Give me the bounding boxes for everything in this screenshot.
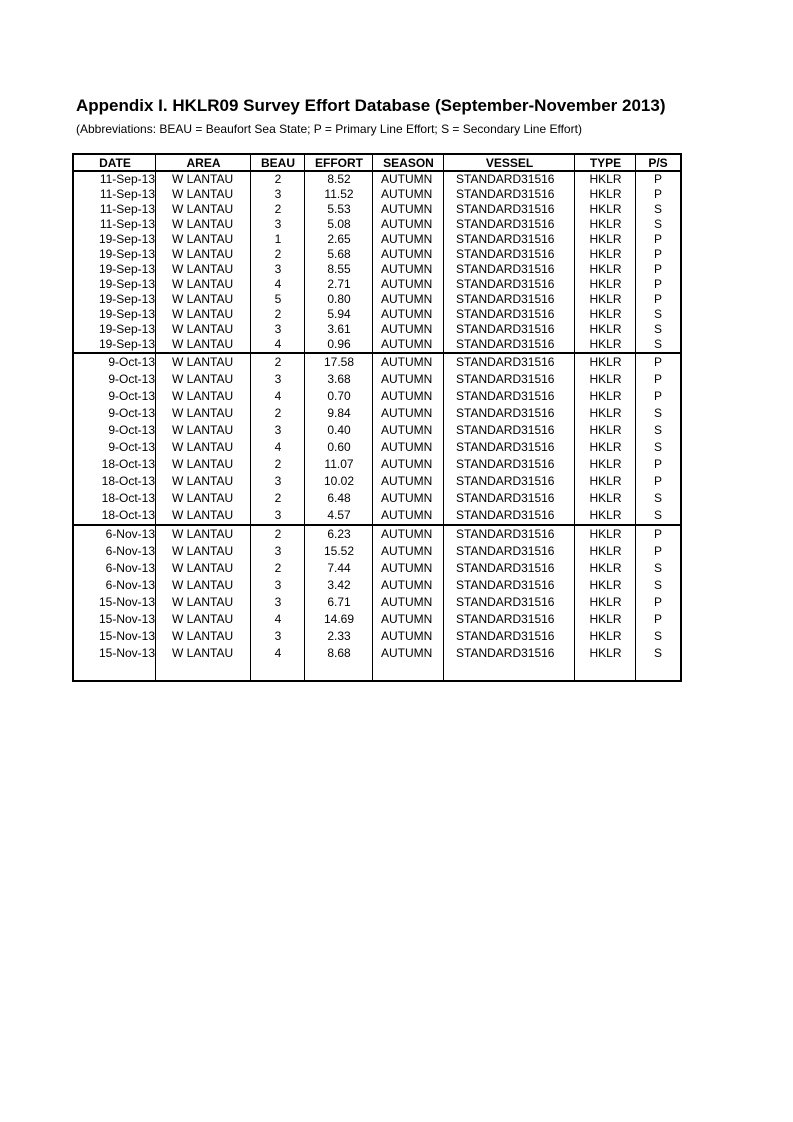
cell-ps: P (653, 187, 662, 201)
cell-area: W LANTAU (172, 372, 234, 386)
cell-beau: 3 (274, 187, 282, 201)
cell-area: W LANTAU (172, 187, 234, 201)
cell-vessel: STANDARD31516 (444, 525, 575, 543)
cell-season: AUTUMN (381, 202, 433, 216)
cell-type: HKLR (589, 262, 622, 276)
cell-vessel: STANDARD31516 (456, 372, 555, 386)
cell-beau: 4 (274, 389, 282, 403)
cell-season: AUTUMN (381, 232, 433, 246)
cell-vessel: STANDARD31516 (456, 612, 555, 626)
cell-type: HKLR (589, 277, 622, 291)
cell-season: AUTUMN (373, 353, 444, 371)
cell-effort: 8.55 (327, 262, 351, 276)
cell-vessel: STANDARD31516 (456, 322, 555, 336)
cell-area: W LANTAU (172, 322, 234, 336)
cell-effort: 11.52 (324, 187, 354, 201)
cell-season: AUTUMN (381, 612, 433, 626)
cell-effort: 7.44 (327, 561, 351, 575)
cell-effort: 0.70 (327, 389, 351, 403)
cell-ps: S (653, 561, 662, 575)
cell-date: 15-Nov-13 (98, 629, 155, 643)
header-ps: P/S (636, 155, 680, 171)
cell-effort: 14.69 (323, 612, 355, 626)
cell-date: 18-Oct-13 (101, 491, 155, 505)
cell-ps: P (653, 247, 662, 261)
cell-effort: 8.52 (327, 172, 351, 186)
cell-date: 11-Sep-13 (99, 172, 155, 186)
cell-beau: 2 (274, 406, 282, 420)
cell-effort: 0.60 (327, 440, 351, 454)
table-row (74, 543, 680, 560)
cell-type: HKLR (575, 525, 636, 543)
cell-ps: S (653, 337, 662, 351)
cell-effort: 5.53 (327, 202, 351, 216)
cell-effort: 0.40 (327, 423, 351, 437)
cell-effort: 3.68 (327, 372, 351, 386)
cell-ps: P (653, 372, 662, 386)
cell-season: AUTUMN (381, 406, 433, 420)
column-divider (443, 155, 444, 680)
cell-type: HKLR (589, 612, 622, 626)
cell-area: W LANTAU (172, 646, 234, 660)
cell-ps: S (653, 646, 662, 660)
cell-type: HKLR (589, 423, 622, 437)
column-divider (574, 155, 575, 680)
cell-type: HKLR (589, 544, 622, 558)
header-type: TYPE (575, 155, 636, 171)
cell-ps: P (636, 525, 680, 543)
cell-season: AUTUMN (381, 337, 433, 351)
header-beau: BEAU (251, 155, 305, 171)
cell-season: AUTUMN (381, 561, 433, 575)
cell-area: W LANTAU (172, 202, 234, 216)
cell-beau: 2 (274, 202, 282, 216)
column-divider (635, 155, 636, 680)
header-area: AREA (156, 155, 251, 171)
cell-ps: P (653, 262, 662, 276)
cell-date: 11-Sep-13 (99, 187, 155, 201)
cell-vessel: STANDARD31516 (444, 353, 575, 371)
cell-vessel: STANDARD31516 (456, 595, 555, 609)
cell-ps: P (653, 389, 662, 403)
cell-beau: 2 (274, 457, 282, 471)
cell-season: AUTUMN (381, 595, 433, 609)
cell-ps: P (653, 232, 662, 246)
cell-type: HKLR (589, 440, 622, 454)
cell-type: HKLR (589, 457, 622, 471)
cell-vessel: STANDARD31516 (456, 232, 555, 246)
cell-area: W LANTAU (172, 307, 234, 321)
cell-season: AUTUMN (381, 217, 433, 231)
cell-effort: 17.58 (305, 353, 373, 371)
cell-type: HKLR (589, 389, 622, 403)
table-row (74, 456, 680, 473)
table-row (74, 560, 680, 577)
table-row (74, 594, 680, 611)
cell-date: 19-Sep-13 (98, 322, 155, 336)
cell-beau: 3 (274, 217, 282, 231)
table-row (74, 525, 680, 543)
cell-beau: 3 (274, 508, 282, 522)
table-row (74, 217, 680, 232)
cell-ps: S (653, 629, 662, 643)
cell-ps: P (653, 595, 662, 609)
cell-date: 18-Oct-13 (101, 508, 155, 522)
cell-vessel: STANDARD31516 (456, 646, 555, 660)
cell-type: HKLR (589, 474, 622, 488)
cell-effort: 15.52 (323, 544, 355, 558)
page-title: Appendix I. HKLR09 Survey Effort Database (September-November 2013) (76, 96, 666, 115)
cell-date: 6-Nov-13 (105, 544, 155, 558)
cell-date: 19-Sep-13 (98, 337, 155, 351)
cell-area: W LANTAU (172, 217, 234, 231)
cell-ps: S (653, 322, 662, 336)
cell-area: W LANTAU (156, 525, 251, 543)
header-date: DATE (74, 155, 156, 171)
cell-area: W LANTAU (172, 457, 234, 471)
cell-vessel: STANDARD31516 (456, 247, 555, 261)
table-row (74, 353, 680, 371)
cell-ps: S (653, 423, 662, 437)
cell-date: 6-Nov-13 (105, 561, 155, 575)
cell-season: AUTUMN (381, 457, 433, 471)
cell-date: 6-Nov-13 (105, 578, 155, 592)
cell-beau: 4 (274, 337, 282, 351)
table-row (74, 439, 680, 456)
cell-date: 19-Sep-13 (98, 292, 155, 306)
cell-effort: 8.68 (327, 646, 351, 660)
cell-type: HKLR (589, 187, 622, 201)
cell-vessel: STANDARD31516 (456, 578, 555, 592)
cell-ps: P (653, 277, 662, 291)
cell-area: W LANTAU (172, 389, 234, 403)
cell-date: 9-Oct-13 (108, 389, 155, 403)
table-row (74, 388, 680, 405)
cell-date: 18-Oct-13 (101, 457, 155, 471)
table-row (74, 292, 680, 307)
cell-area: W LANTAU (172, 277, 234, 291)
cell-type: HKLR (589, 578, 622, 592)
cell-type: HKLR (589, 629, 622, 643)
cell-effort: 9.84 (327, 406, 351, 420)
cell-date: 19-Sep-13 (98, 247, 155, 261)
cell-beau: 2 (274, 172, 282, 186)
cell-season: AUTUMN (381, 508, 433, 522)
cell-ps: S (653, 508, 662, 522)
cell-season: AUTUMN (381, 389, 433, 403)
cell-season: AUTUMN (381, 578, 433, 592)
table-body (74, 171, 680, 662)
table-row (74, 611, 680, 628)
cell-effort: 3.61 (327, 322, 351, 336)
table-row (74, 490, 680, 507)
column-divider (372, 155, 373, 680)
cell-ps: S (653, 406, 662, 420)
cell-season: AUTUMN (381, 646, 433, 660)
header-season: SEASON (373, 155, 444, 171)
cell-area: W LANTAU (172, 247, 234, 261)
cell-beau: 4 (274, 277, 282, 291)
cell-area: W LANTAU (172, 508, 234, 522)
cell-ps: P (653, 172, 662, 186)
cell-vessel: STANDARD31516 (456, 277, 555, 291)
cell-date: 15-Nov-13 (98, 646, 155, 660)
cell-date: 19-Sep-13 (98, 262, 155, 276)
cell-season: AUTUMN (381, 423, 433, 437)
cell-beau: 4 (274, 646, 282, 660)
cell-type: HKLR (589, 646, 622, 660)
cell-season: AUTUMN (381, 247, 433, 261)
cell-season: AUTUMN (381, 292, 433, 306)
cell-vessel: STANDARD31516 (456, 172, 555, 186)
table-row (74, 171, 680, 187)
table-row (74, 262, 680, 277)
cell-ps: S (653, 440, 662, 454)
cell-area: W LANTAU (172, 578, 234, 592)
cell-effort: 5.94 (327, 307, 351, 321)
cell-vessel: STANDARD31516 (456, 217, 555, 231)
cell-area: W LANTAU (172, 474, 234, 488)
column-divider (155, 155, 156, 680)
cell-type: HKLR (589, 508, 622, 522)
cell-beau: 4 (274, 612, 282, 626)
cell-area: W LANTAU (172, 406, 234, 420)
cell-date: 9-Oct-13 (108, 423, 155, 437)
table-row (74, 422, 680, 439)
cell-effort: 11.07 (324, 457, 354, 471)
header-vessel: VESSEL (444, 155, 575, 171)
table-row (74, 307, 680, 322)
cell-beau: 3 (274, 322, 282, 336)
cell-type: HKLR (589, 232, 622, 246)
cell-ps: P (653, 292, 662, 306)
cell-season: AUTUMN (381, 440, 433, 454)
cell-season: AUTUMN (381, 277, 433, 291)
table-row (74, 187, 680, 202)
cell-season: AUTUMN (381, 262, 433, 276)
table-row (74, 202, 680, 217)
table-row (74, 371, 680, 388)
cell-beau: 3 (274, 423, 282, 437)
table-row (74, 628, 680, 645)
cell-area: W LANTAU (156, 353, 251, 371)
cell-beau: 3 (274, 262, 282, 276)
cell-type: HKLR (589, 337, 622, 351)
cell-type: HKLR (589, 292, 622, 306)
cell-effort: 2.33 (327, 629, 351, 643)
cell-ps: P (653, 457, 662, 471)
cell-season: AUTUMN (381, 491, 433, 505)
cell-vessel: STANDARD31516 (456, 440, 555, 454)
cell-type: HKLR (589, 202, 622, 216)
cell-date: 15-Nov-13 (98, 595, 155, 609)
cell-ps: S (653, 491, 662, 505)
cell-effort: 0.96 (327, 337, 351, 351)
table-row (74, 277, 680, 292)
table-row (74, 247, 680, 262)
cell-beau: 2 (251, 525, 305, 543)
cell-type: HKLR (589, 307, 622, 321)
cell-vessel: STANDARD31516 (456, 187, 555, 201)
cell-season: AUTUMN (381, 629, 433, 643)
cell-area: W LANTAU (172, 423, 234, 437)
cell-vessel: STANDARD31516 (456, 457, 555, 471)
cell-effort: 3.42 (327, 578, 351, 592)
cell-vessel: STANDARD31516 (456, 491, 555, 505)
cell-type: HKLR (589, 322, 622, 336)
cell-area: W LANTAU (172, 232, 234, 246)
cell-effort: 6.23 (305, 525, 373, 543)
cell-date: 19-Sep-13 (98, 307, 155, 321)
cell-season: AUTUMN (381, 544, 433, 558)
cell-ps: P (653, 544, 662, 558)
abbreviations-note: (Abbreviations: BEAU = Beaufort Sea State; P = Primary Line Effort; S = Secondary Line Effort) (76, 122, 582, 136)
cell-effort: 6.71 (327, 595, 351, 609)
column-divider (304, 155, 305, 680)
cell-date: 15-Nov-13 (98, 612, 155, 626)
cell-area: W LANTAU (172, 440, 234, 454)
cell-vessel: STANDARD31516 (456, 508, 555, 522)
cell-type: HKLR (589, 247, 622, 261)
cell-area: W LANTAU (172, 595, 234, 609)
cell-ps: S (653, 217, 662, 231)
table-row (74, 577, 680, 594)
table-row (74, 645, 680, 662)
cell-effort: 0.80 (327, 292, 351, 306)
cell-vessel: STANDARD31516 (456, 202, 555, 216)
cell-area: W LANTAU (172, 612, 234, 626)
cell-date: 6-Nov-13 (74, 525, 156, 543)
cell-vessel: STANDARD31516 (456, 629, 555, 643)
cell-season: AUTUMN (381, 372, 433, 386)
table-row (74, 473, 680, 490)
cell-area: W LANTAU (172, 262, 234, 276)
cell-vessel: STANDARD31516 (456, 474, 555, 488)
cell-vessel: STANDARD31516 (456, 307, 555, 321)
cell-area: W LANTAU (172, 491, 234, 505)
cell-season: AUTUMN (381, 172, 433, 186)
cell-type: HKLR (575, 353, 636, 371)
cell-vessel: STANDARD31516 (456, 389, 555, 403)
cell-area: W LANTAU (172, 172, 234, 186)
cell-ps: P (636, 353, 680, 371)
cell-season: AUTUMN (373, 525, 444, 543)
cell-type: HKLR (589, 491, 622, 505)
cell-effort: 4.57 (327, 508, 351, 522)
cell-ps: S (653, 202, 662, 216)
cell-vessel: STANDARD31516 (456, 337, 555, 351)
table-row (74, 405, 680, 422)
table-row (74, 232, 680, 247)
table-header-row (74, 155, 680, 171)
cell-vessel: STANDARD31516 (456, 423, 555, 437)
cell-beau: 2 (274, 561, 282, 575)
cell-date: 11-Sep-13 (99, 217, 155, 231)
table-row (74, 337, 680, 353)
cell-date: 18-Oct-13 (101, 474, 155, 488)
cell-season: AUTUMN (381, 474, 433, 488)
cell-effort: 5.68 (327, 247, 351, 261)
cell-type: HKLR (589, 217, 622, 231)
cell-type: HKLR (589, 172, 622, 186)
cell-date: 9-Oct-13 (108, 372, 155, 386)
cell-effort: 2.65 (327, 232, 351, 246)
cell-type: HKLR (589, 561, 622, 575)
table-row (74, 322, 680, 337)
cell-vessel: STANDARD31516 (456, 406, 555, 420)
cell-beau: 2 (274, 307, 282, 321)
cell-area: W LANTAU (172, 292, 234, 306)
cell-beau: 2 (274, 247, 282, 261)
cell-date: 9-Oct-13 (74, 353, 156, 371)
cell-type: HKLR (589, 595, 622, 609)
cell-beau: 3 (274, 578, 282, 592)
column-divider (250, 155, 251, 680)
cell-vessel: STANDARD31516 (456, 292, 555, 306)
cell-effort: 5.08 (327, 217, 351, 231)
cell-vessel: STANDARD31516 (456, 561, 555, 575)
cell-type: HKLR (589, 372, 622, 386)
cell-date: 19-Sep-13 (98, 277, 155, 291)
table-row (74, 507, 680, 525)
cell-beau: 5 (274, 292, 282, 306)
cell-beau: 3 (274, 544, 282, 558)
cell-beau: 4 (274, 440, 282, 454)
cell-season: AUTUMN (381, 307, 433, 321)
cell-beau: 2 (251, 353, 305, 371)
cell-beau: 3 (274, 595, 282, 609)
survey-effort-table (72, 153, 682, 682)
cell-ps: S (653, 307, 662, 321)
cell-date: 9-Oct-13 (108, 440, 155, 454)
cell-effort: 2.71 (327, 277, 351, 291)
cell-area: W LANTAU (172, 544, 234, 558)
cell-vessel: STANDARD31516 (456, 262, 555, 276)
cell-beau: 1 (274, 232, 282, 246)
cell-beau: 2 (274, 491, 282, 505)
header-effort: EFFORT (305, 155, 373, 171)
cell-ps: S (653, 578, 662, 592)
cell-area: W LANTAU (172, 561, 234, 575)
cell-vessel: STANDARD31516 (456, 544, 555, 558)
cell-beau: 3 (274, 629, 282, 643)
cell-effort: 10.02 (323, 474, 355, 488)
cell-ps: P (653, 612, 662, 626)
cell-beau: 3 (274, 474, 282, 488)
cell-beau: 3 (274, 372, 282, 386)
cell-effort: 6.48 (327, 491, 351, 505)
cell-area: W LANTAU (172, 337, 234, 351)
cell-season: AUTUMN (381, 322, 433, 336)
cell-type: HKLR (589, 406, 622, 420)
effort-table-grid (74, 155, 680, 662)
cell-area: W LANTAU (172, 629, 234, 643)
cell-date: 9-Oct-13 (108, 406, 155, 420)
cell-ps: P (653, 474, 662, 488)
cell-season: AUTUMN (381, 187, 433, 201)
cell-date: 11-Sep-13 (99, 202, 155, 216)
cell-date: 19-Sep-13 (98, 232, 155, 246)
